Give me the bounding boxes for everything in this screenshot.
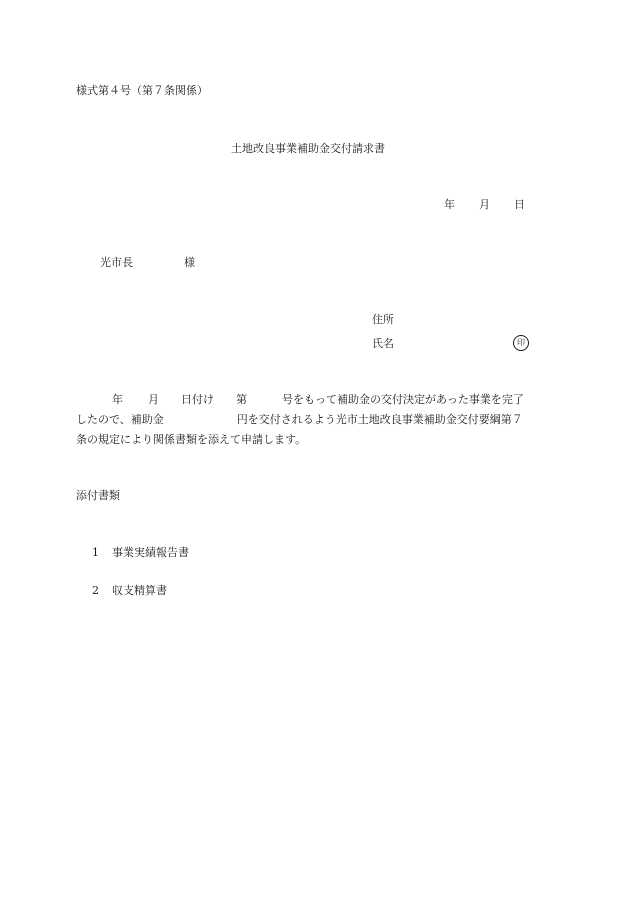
- name-label: 氏名: [372, 337, 394, 350]
- body-line-2: [76, 413, 523, 427]
- body-line-1: [76, 393, 524, 407]
- body-line-2-lead: したので、補助金: [76, 413, 164, 426]
- body-line-2-text: 円を交付されるよう光市土地改良事業補助金交付要綱第７: [236, 413, 523, 426]
- body-line-3: 条の規定により関係書類を添えて申請します。: [76, 433, 307, 446]
- date-day-label: 日: [514, 198, 525, 211]
- body-dated-label: 日付け: [181, 393, 214, 406]
- body-month-label: 月: [148, 393, 159, 406]
- attachment-label: 事業実績報告書: [112, 546, 189, 559]
- addressee-name: 光市長: [100, 256, 133, 269]
- document-title: 土地改良事業補助金交付請求書: [231, 142, 385, 155]
- attachment-number: 2: [92, 584, 99, 597]
- seal-mark: 印: [513, 335, 529, 351]
- attachment-item: [92, 546, 189, 560]
- body-line-1-text: 号をもって補助金の交付決定があった事業を完了: [282, 393, 524, 406]
- address-label: 住所: [372, 313, 394, 326]
- date-month-label: 月: [479, 198, 490, 211]
- attachment-item: [92, 584, 167, 598]
- addressee-honorific: 様: [184, 256, 195, 269]
- attachment-number: 1: [92, 546, 99, 559]
- body-number-prefix: 第: [236, 393, 247, 406]
- body-year-label: 年: [112, 393, 123, 406]
- attachment-label: 収支精算書: [112, 584, 167, 597]
- date-year-label: 年: [444, 198, 455, 211]
- addressee: [100, 256, 195, 270]
- form-number: 様式第４号（第７条関係）: [76, 84, 208, 97]
- attachments-heading: 添付書類: [76, 489, 120, 502]
- date-line: [444, 198, 525, 212]
